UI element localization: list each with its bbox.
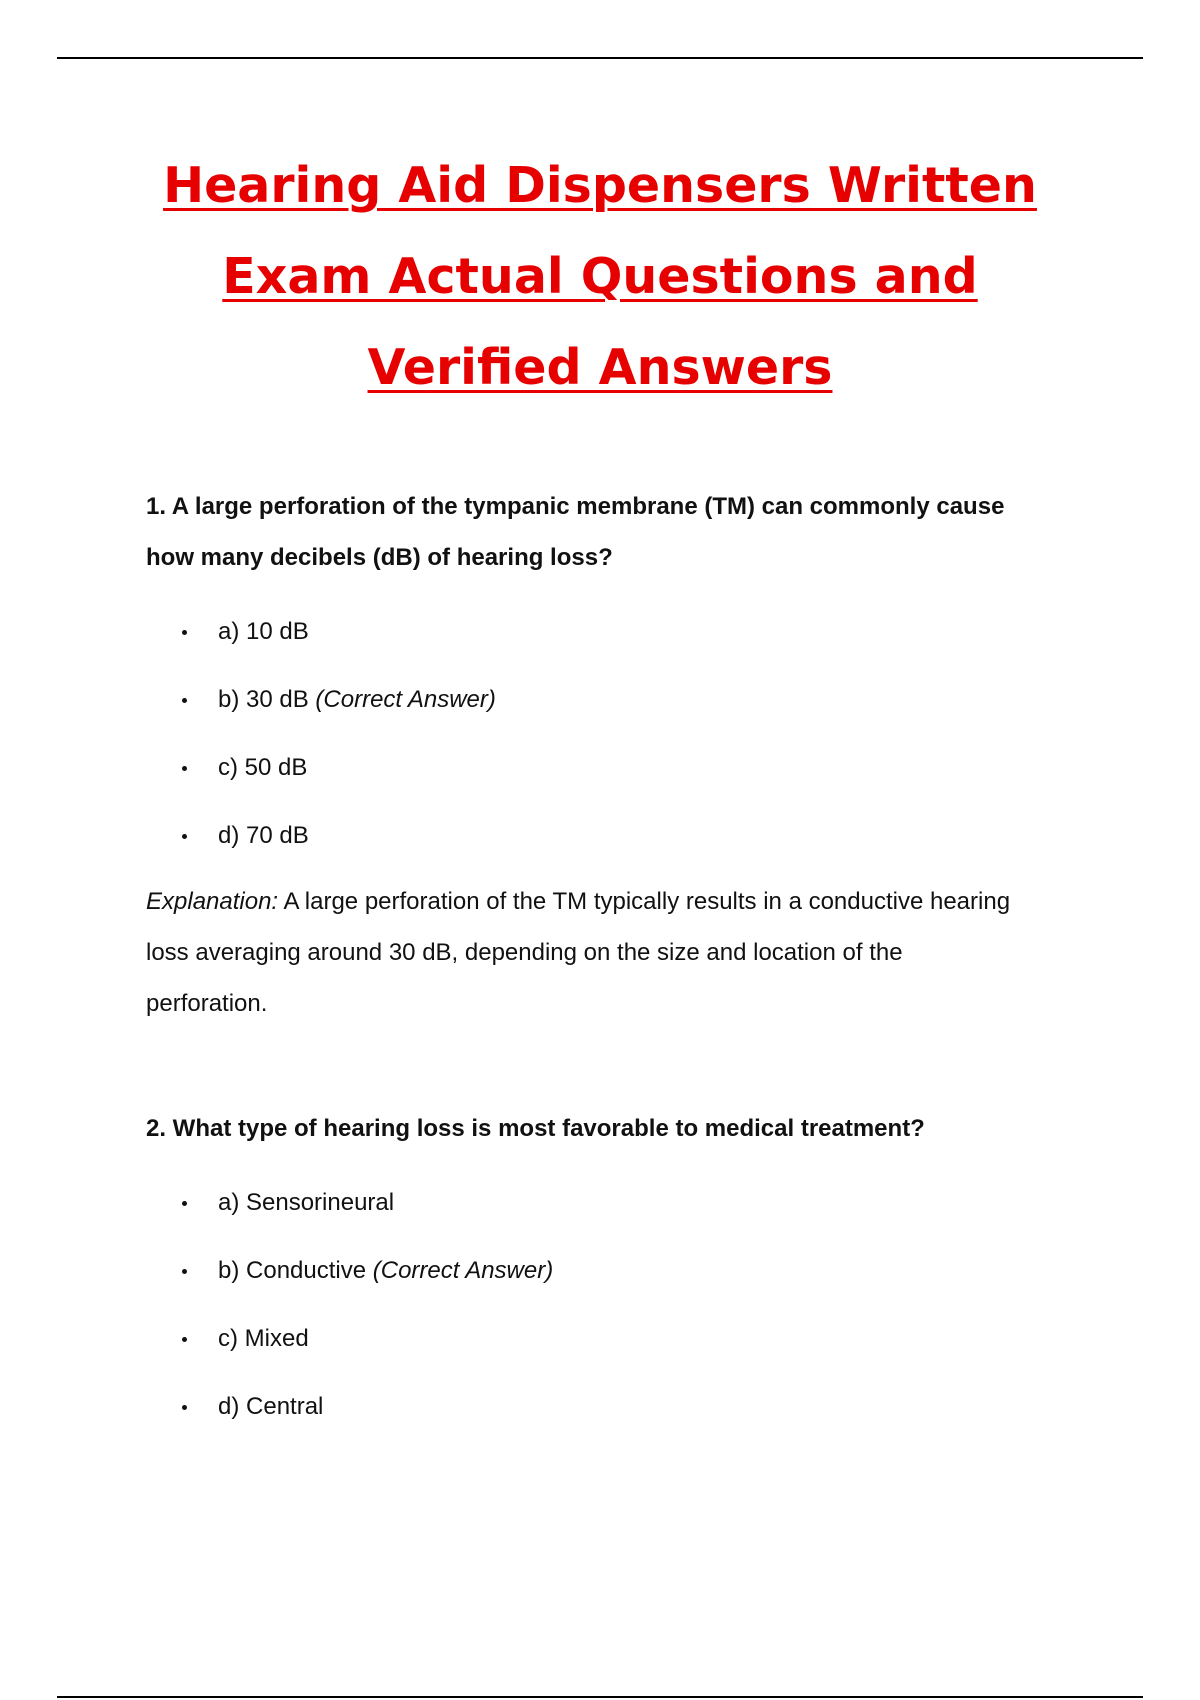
question-1-explanation xyxy=(146,876,1096,1029)
option-text: b) Conductive xyxy=(218,1257,373,1284)
explanation-line-2: loss averaging around 30 dB, depending on the size and location of the xyxy=(146,939,903,966)
question-1-option-b xyxy=(146,666,1096,734)
explanation-line-1: A large perforation of the TM typically results in a conductive hearing xyxy=(278,888,1011,915)
option-text: c) 50 dB xyxy=(218,754,308,781)
question-2 xyxy=(146,1103,1096,1441)
question-1-option-c xyxy=(146,734,1096,802)
question-1-options xyxy=(146,598,1096,870)
question-1 xyxy=(146,481,1096,1029)
question-1-option-d xyxy=(146,802,1096,870)
question-2-option-a xyxy=(146,1169,1096,1237)
option-text: a) Sensorineural xyxy=(218,1189,395,1216)
correct-answer-marker: (Correct Answer) xyxy=(315,686,496,713)
option-text: c) Mixed xyxy=(218,1325,309,1352)
title-line-3: Verified Answers xyxy=(367,339,833,396)
correct-answer-marker: (Correct Answer) xyxy=(372,1257,554,1284)
question-2-prompt-line-1: 2. What type of hearing loss is most favorable to medical treatment? xyxy=(146,1115,925,1142)
explanation-label: Explanation: xyxy=(146,888,279,915)
title-line-2: Exam Actual Questions and xyxy=(222,248,978,305)
option-text: a) 10 dB xyxy=(218,618,309,645)
question-2-option-d xyxy=(146,1373,1096,1441)
question-2-options xyxy=(146,1169,1096,1441)
question-1-prompt-line-2: how many decibels (dB) of hearing loss? xyxy=(146,544,613,571)
option-text: d) 70 dB xyxy=(218,822,309,849)
question-1-prompt xyxy=(146,481,1096,583)
document-title xyxy=(120,140,1080,413)
question-1-prompt-line-1: 1. A large perforation of the tympanic membrane (TM) can commonly cause xyxy=(146,493,1005,520)
header-rule xyxy=(57,57,1143,59)
title-line-1: Hearing Aid Dispensers Written xyxy=(163,157,1037,214)
option-text: d) Central xyxy=(218,1393,324,1420)
option-text: b) 30 dB xyxy=(218,686,316,713)
question-1-option-a xyxy=(146,598,1096,666)
explanation-line-3: perforation. xyxy=(146,990,268,1017)
footer-rule xyxy=(57,1696,1143,1698)
question-2-option-c xyxy=(146,1305,1096,1373)
question-2-option-b xyxy=(146,1237,1096,1305)
question-2-prompt xyxy=(146,1103,1096,1154)
